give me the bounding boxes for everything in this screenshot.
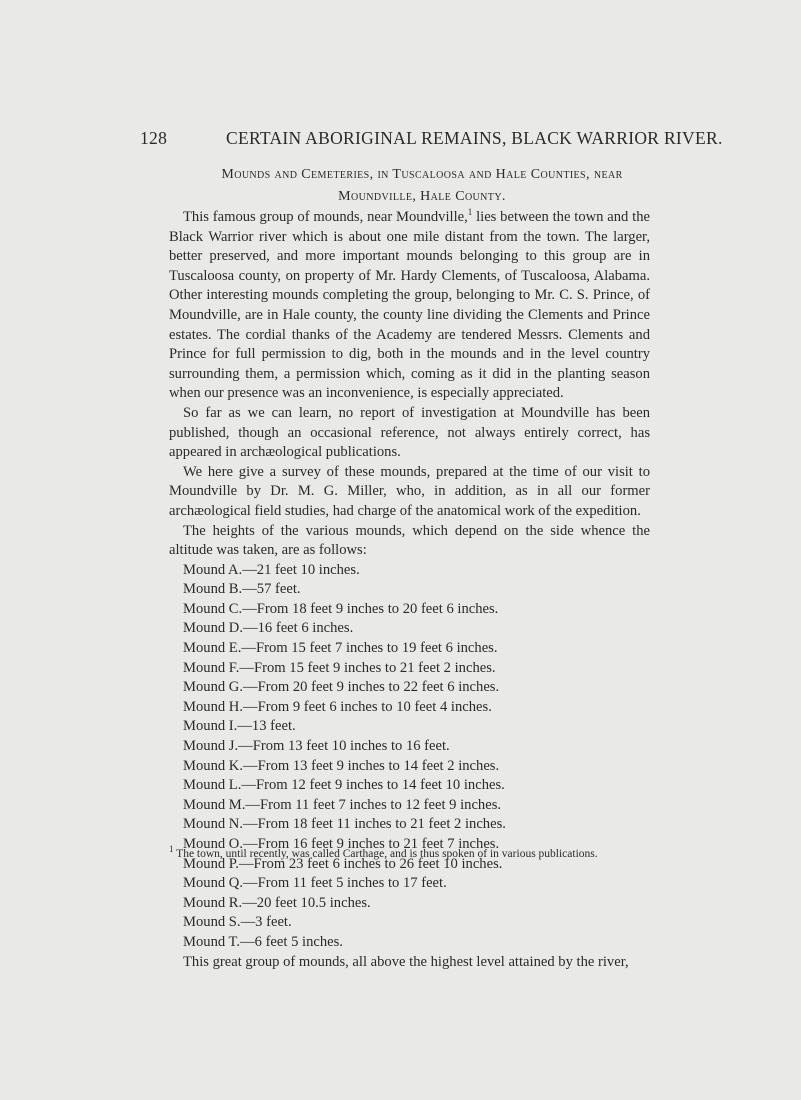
list-item: Mound C.—From 18 feet 9 inches to 20 feet 6 inches. (183, 600, 499, 617)
section-heading-line-2: Moundville, Hale County. (338, 189, 506, 204)
list-item: Mound O.—From 16 feet 9 inches to 21 feet 7 inches. (183, 836, 500, 852)
list-item: Mound B.—57 feet. (183, 581, 301, 598)
paragraph-1-start: This famous group of mounds, near Moundville, (183, 209, 468, 225)
mound-heights-list (169, 561, 650, 953)
paragraph-3: We here give a survey of these mounds, prepared at the time of our visit to Moundville by Dr. M. G. Miller, who, in addition, as in all our former archæological field studies, had charge of the anatomical work of the expedition. (169, 463, 650, 519)
list-item: Mound R.—20 feet 10.5 inches. (183, 894, 371, 911)
paragraph-1 (169, 208, 650, 404)
section-heading (182, 164, 662, 208)
footnote-ref: 1 (467, 207, 473, 218)
list-item: Mound F.—From 15 feet 9 inches to 21 feet 2 inches. (183, 659, 496, 676)
list-item: Mound A.—21 feet 10 inches. (183, 561, 360, 578)
list-item: Mound M.—From 11 feet 7 inches to 12 feet 9 inches. (183, 796, 502, 813)
list-item: Mound P.—From 23 feet 6 inches to 26 feet 10 inches. (183, 855, 503, 872)
section-heading-line-1: Mounds and Cemeteries, in Tuscaloosa and Hale Counties, near (221, 167, 623, 182)
list-item: Mound H.—From 9 feet 6 inches to 10 feet 4 inches. (183, 698, 492, 715)
list-item: Mound D.—16 feet 6 inches. (183, 620, 354, 637)
paragraph-2: So far as we can learn, no report of investigation at Moundville has been published, though an occasional reference, not always entirely correct, has appeared in archæological publications. (169, 404, 650, 461)
list-item: Mound G.—From 20 feet 9 inches to 22 feet 6 inches. (183, 679, 500, 696)
running-title: CERTAIN ABORIGINAL REMAINS, BLACK WARRIOR RIVER. (226, 128, 723, 148)
list-item: Mound K.—From 13 feet 9 inches to 14 feet 2 inches. (183, 757, 500, 774)
list-item: Mound S.—3 feet. (183, 914, 292, 931)
list-item: Mound I.—13 feet. (183, 718, 296, 735)
footnote-text: The town, until recently, was called Carthage, and is thus spoken of in various publications. (173, 848, 598, 860)
running-header (140, 128, 723, 149)
list-item: Mound L.—From 12 feet 9 inches to 14 feet 10 inches. (183, 777, 505, 794)
list-item: Mound T.—6 feet 5 inches. (183, 933, 343, 950)
list-item: Mound N.—From 18 feet 11 inches to 21 feet 2 inches. (183, 816, 506, 833)
list-item: Mound E.—From 15 feet 7 inches to 19 feet 6 inches. (183, 640, 498, 657)
paragraph-5: This great group of mounds, all above the highest level attained by the river, (183, 953, 629, 970)
paragraph-4: The heights of the various mounds, which depend on the side whence the altitude was taken, are as follows: (169, 522, 650, 559)
page-number: 128 (140, 128, 168, 148)
paragraph-1-rest: lies between the town and the Black Warrior river which is about one mile distant from the town. The larger, better preserved, and more important mounds belonging to this group are in Tuscaloosa county, on property of Mr. Hardy Clements, of Tuscaloosa, Alabama. Other interesting mounds completing the group, belonging to Mr. C. S. Prince, of Moundville, are in Hale county, the county line dividing the Clements and Prince estates. The cordial thanks of the Academy are tendered Messrs. Clements and Prince for full permission to dig, both in the mounds and in the level country surrounding them, a permission which, coming as it did in the planting season when our presence was an inconvenience, is especially appreciated. (169, 209, 650, 402)
list-item: Mound J.—From 13 feet 10 inches to 16 feet. (183, 738, 450, 755)
footnote-marker: 1 (169, 844, 174, 855)
list-item: Mound Q.—From 11 feet 5 inches to 17 feet. (183, 875, 447, 892)
